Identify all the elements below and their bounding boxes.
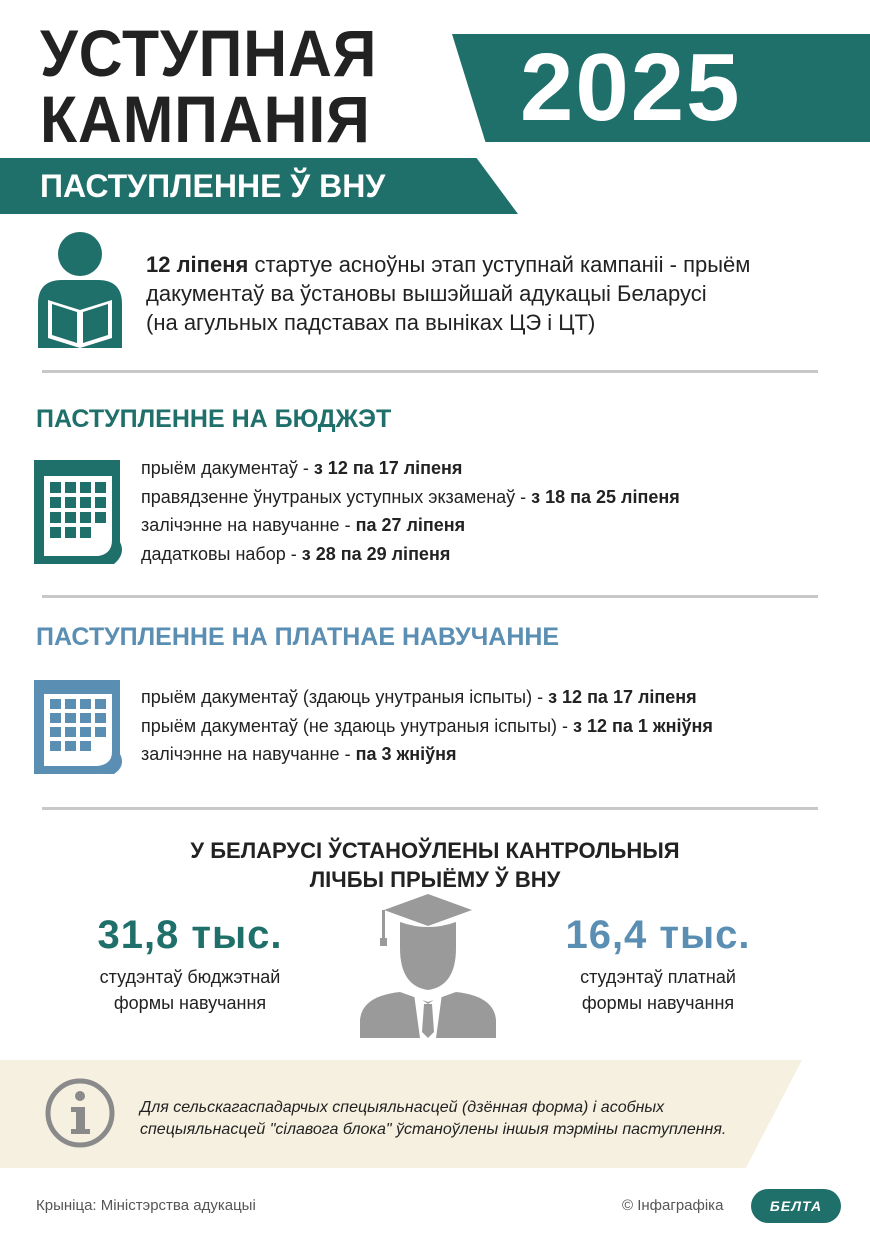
paid-item (141, 740, 713, 769)
budget-item-value: з 28 па 29 ліпеня (301, 543, 451, 564)
paid-item-value: з 12 па 1 жніўня (573, 715, 713, 736)
budget-item-value: па 27 ліпеня (355, 515, 466, 535)
budget-desc-line-1: студэнтаў бюджэтнай (99, 967, 281, 987)
note-line-1: Для сельскагаспадарчых спецыяльнасцей (дзённая форма) і асобных (140, 1099, 665, 1116)
budget-item (141, 540, 680, 569)
budget-item-label: прыём дакументаў - (141, 458, 314, 478)
paid-item-label: прыём дакументаў (здаюць унутраныя іспыты) - (141, 687, 549, 707)
intro-date: 12 ліпеня (146, 252, 249, 277)
intro-line-3: (на агульных падставах па выніках ЦЭ і ЦТ) (146, 310, 596, 335)
paid-list (141, 683, 713, 769)
intro-line-2: дакументаў ва ўстановы вышэйшай адукацыі Беларусі (146, 281, 707, 306)
paid-item-value: па 3 жніўня (355, 744, 457, 764)
intro-line-1: стартуе асноўны этап уступнай кампаніі - прыём (254, 252, 751, 277)
budget-item-value: з 12 па 17 ліпеня (313, 458, 463, 478)
paid-desc-line-2: формы навучання (581, 993, 735, 1013)
budget-figure (60, 912, 320, 1016)
figures-heading (0, 836, 870, 894)
figures-heading-line-1: У БЕЛАРУСІ ЎСТАНОЎЛЕНЫ КАНТРОЛЬНЫЯ (190, 838, 680, 863)
belta-logo: БЕЛТА (751, 1189, 841, 1223)
paid-item-value: з 12 па 17 ліпеня (548, 687, 697, 707)
budget-item-label: залічэнне на навучанне - (141, 515, 356, 535)
budget-list (141, 454, 680, 568)
paid-item-label: залічэнне на навучанне - (141, 744, 356, 764)
divider-1 (42, 370, 818, 373)
calendar-icon (30, 456, 128, 568)
figures-heading-line-2: ЛІЧБЫ ПРЫЁМУ Ў ВНУ (309, 867, 561, 892)
source-text: Крыніца: Міністэрства адукацыі (36, 1197, 256, 1214)
divider-2 (42, 595, 818, 598)
paid-item (141, 712, 713, 741)
note-text (140, 1097, 780, 1141)
calendar-icon (30, 676, 128, 778)
budget-item-value: з 18 па 25 ліпеня (531, 486, 680, 507)
paid-number: 16,4 тыс. (565, 913, 751, 957)
paid-desc-line-1: студэнтаў платнай (580, 967, 736, 987)
note-line-2: спецыяльнасцей "сілавога блока" ўстаноўлены іншыя тэрміны паступлення. (140, 1121, 727, 1138)
title-line-1: УСТУПНАЯ (40, 16, 378, 90)
budget-item-label: дадатковы набор - (141, 543, 302, 564)
paid-item-label: прыём дакументаў (не здаюць унутраныя іспыты) - (141, 715, 574, 736)
budget-item-label: правядзенне ўнутраных уступных экзаменаў - (141, 486, 532, 507)
budget-item (141, 511, 680, 540)
paid-figure (528, 912, 788, 1016)
budget-desc-line-2: формы навучання (113, 993, 267, 1013)
credit-text: © Інфаграфіка (622, 1197, 724, 1214)
intro-text (146, 250, 846, 337)
paid-item (141, 683, 713, 712)
reader-icon (30, 230, 130, 352)
subtitle: ПАСТУПЛЕННЕ Ў ВНУ (40, 168, 386, 204)
budget-item (141, 483, 680, 512)
budget-heading: ПАСТУПЛЕННЕ НА БЮДЖЭТ (36, 405, 392, 433)
info-icon (44, 1077, 116, 1149)
title-line-2: КАМПАНІЯ (40, 82, 371, 156)
year: 2025 (520, 34, 742, 141)
graduate-icon (354, 892, 502, 1040)
divider-3 (42, 807, 818, 810)
budget-number: 31,8 тыс. (97, 913, 283, 957)
budget-item (141, 454, 680, 483)
paid-heading: ПАСТУПЛЕННЕ НА ПЛАТНАЕ НАВУЧАННЕ (36, 623, 560, 651)
